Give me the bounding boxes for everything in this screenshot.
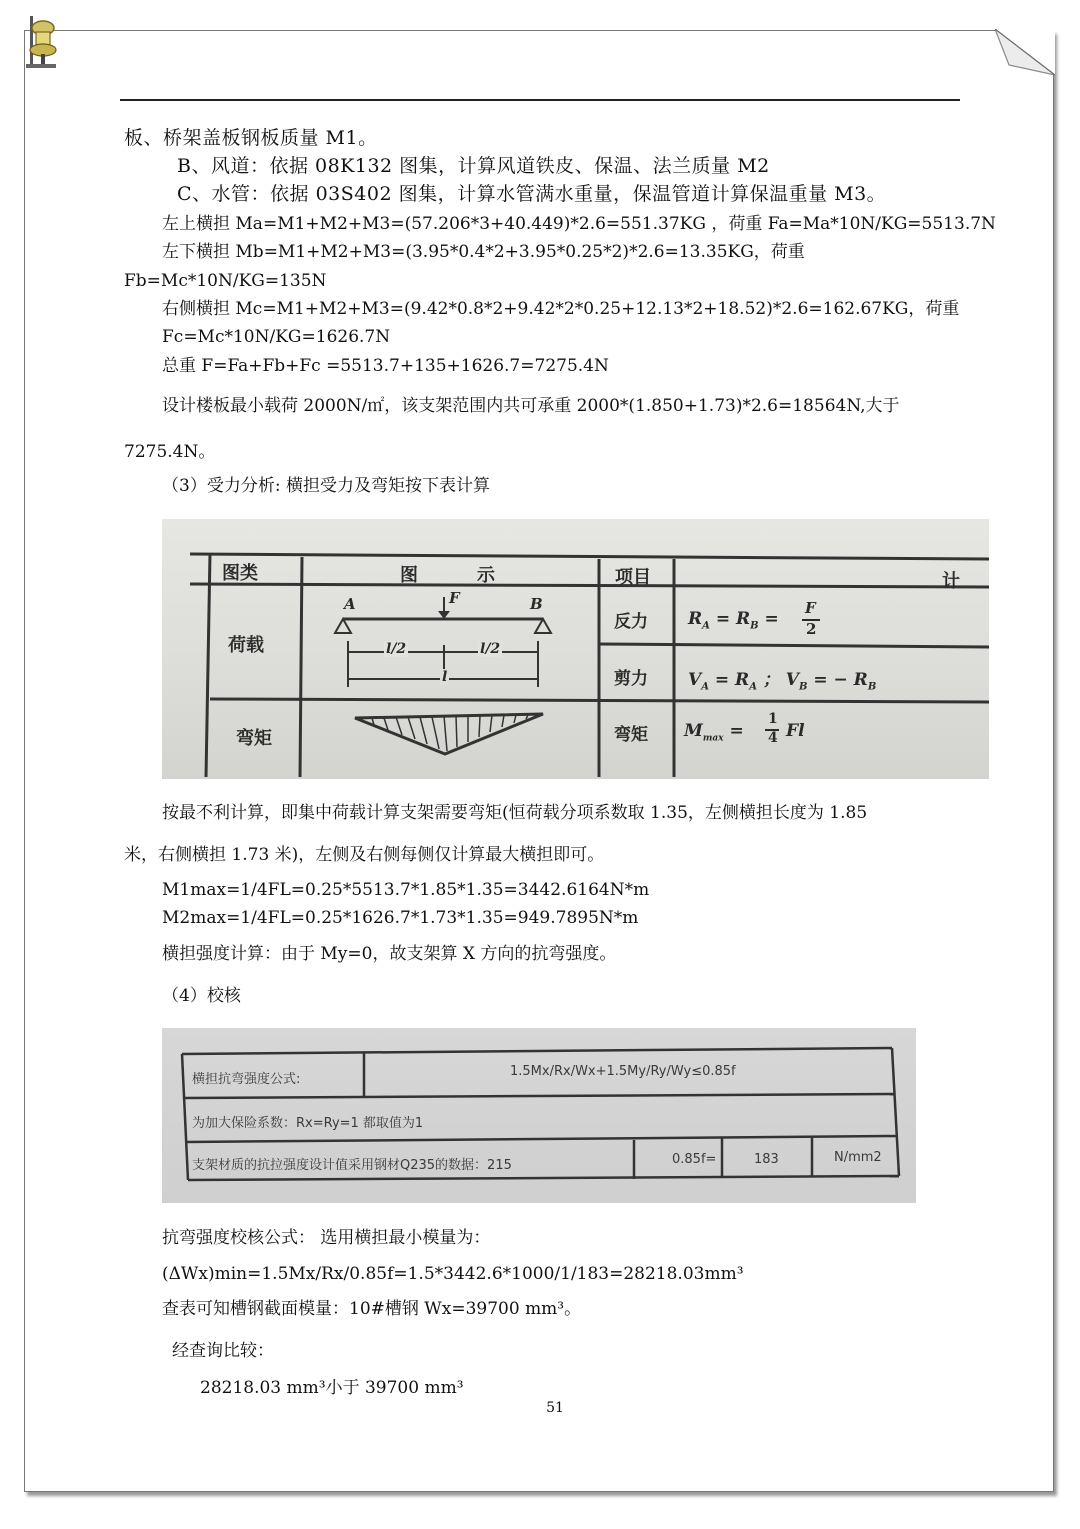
factor-unit: N/mm2 (834, 1150, 882, 1165)
shear-sub-a: A (701, 681, 709, 693)
moment-eq: = (729, 721, 744, 741)
moment-sub: max (702, 733, 724, 744)
text-line: 板、桥架盖板钢板质量 M1。 (124, 127, 378, 149)
reaction-eq: = R (715, 609, 751, 629)
reaction-r: R (688, 609, 703, 629)
header-calc: 计 (942, 571, 960, 592)
row-moment-label: 弯矩 (236, 728, 272, 749)
factor-f-value: 183 (754, 1152, 779, 1167)
moment-numerator: 1 (768, 711, 778, 727)
text-line: 按最不利计算，即集中荷载计算支架需要弯矩(恒荷载分项系数取 1.35，左侧横担长度为 1.85 (162, 803, 868, 823)
text-line: 设计楼板最小载荷 2000N/㎡，该支架范围内共可承重 2000*(1.850+1.73)*2.6=18564N,大于 (162, 396, 900, 416)
half-span-right: l/2 (480, 641, 501, 657)
header-item: 项目 (615, 567, 651, 588)
header-diagram: 图 (400, 565, 418, 586)
half-span-left: l/2 (386, 641, 407, 657)
factor-f-label: 0.85f= (672, 1152, 717, 1167)
formula-value: 1.5Mx/Rx/Wx+1.5My/Ry/Wy≤0.85f (510, 1064, 736, 1079)
check-table-photo (162, 1028, 916, 1203)
page-fold-corner (995, 29, 1055, 75)
shear-sub-a2: A (749, 681, 757, 693)
text-line: 左上横担 Ma=M1+M2+M3=(57.206*3+40.449)*2.6=551.37KG ，荷重 Fa=Ma*10N/KG=5513.7N (162, 214, 996, 234)
reaction-sub-b: B (750, 620, 759, 632)
strength-design-label: 支架材质的抗拉强度设计值采用钢材Q235的数据：215 (192, 1158, 512, 1173)
text-line: （4）校核 (162, 986, 241, 1006)
shear-v: V (688, 670, 702, 690)
text-line: 经查询比较： (172, 1341, 274, 1361)
force-table-photo (162, 519, 989, 779)
span-l: l (442, 669, 448, 685)
text-line: 总重 F=Fa+Fb+Fc =5513.7+135+1626.7=7275.4N (162, 356, 609, 376)
item-reaction: 反力 (614, 612, 648, 632)
support-a-label: A (344, 595, 356, 613)
shear-vb: ； V (762, 670, 799, 690)
reaction-sub-a: A (702, 620, 710, 632)
shear-mid: = R (714, 670, 750, 690)
text-line: 右侧横担 Mc=M1+M2+M3=(9.42*0.8*2+9.42*2*0.25+12.13*2+18.52)*2.6=162.67KG，荷重 (162, 299, 960, 319)
moment-fl: Fl (786, 721, 805, 741)
reaction-numerator: F (805, 599, 816, 617)
force-table-grid (162, 519, 989, 779)
moment-formula (684, 721, 744, 743)
row-load-label: 荷载 (228, 635, 264, 656)
moment-denominator: 4 (768, 730, 778, 746)
shear-sub-b: B (798, 681, 808, 693)
page-number: 51 (546, 1400, 564, 1416)
text-line: 抗弯强度校核公式： 选用横担最小模量为： (162, 1228, 491, 1248)
text-line: 左下横担 Mb=M1+M2+M3=(3.95*0.4*2+3.95*0.25*2)*2.6=13.35KG，荷重 (162, 242, 805, 262)
header-type: 图类 (222, 563, 258, 584)
text-line: （3）受力分析: 横担受力及弯矩按下表计算 (162, 476, 490, 496)
text-line: 7275.4N。 (124, 442, 216, 462)
header-diagram-2: 示 (477, 565, 495, 586)
item-moment: 弯矩 (614, 725, 648, 745)
text-line: 28218.03 mm³小于 39700 mm³ (200, 1378, 464, 1398)
shear-formula (688, 665, 876, 692)
text-line: M2max=1/4FL=0.25*1626.7*1.73*1.35=949.7895N*m (162, 908, 639, 928)
text-line: 米，右侧横担 1.73 米)，左侧及右侧每侧仅计算最大横担即可。 (124, 845, 605, 865)
reaction-denominator: 2 (806, 620, 817, 638)
text-line: 查表可知槽钢截面模量：10#槽钢 Wx=39700 mm³。 (162, 1299, 582, 1319)
load-f-label: F (449, 589, 460, 607)
shear-neg: = − R (813, 670, 868, 690)
moment-m: M (684, 721, 703, 741)
text-line: Fb=Mc*10N/KG=135N (124, 271, 327, 291)
shear-sub-b2: B (867, 681, 877, 693)
text-line: C、水管：依据 03S402 图集，计算水管满水重量，保温管道计算保温重量 M3。 (177, 183, 887, 205)
text-line: 横担强度计算：由于 My=0，故支架算 X 方向的抗弯强度。 (162, 944, 617, 964)
text-line: M1max=1/4FL=0.25*5513.7*1.85*1.35=3442.6164N*m (162, 880, 650, 900)
pushpin-icon (24, 14, 58, 72)
reaction-formula: $R_A = R_B$ = (688, 609, 779, 632)
header-rule (120, 99, 960, 101)
support-b-label: B (530, 595, 543, 613)
text-line: B、风道：依据 08K132 图集，计算风道铁皮、保温、法兰质量 M2 (177, 155, 770, 177)
formula-label: 横担抗弯强度公式: (192, 1072, 301, 1087)
text-line: Fc=Mc*10N/KG=1626.7N (162, 327, 391, 347)
text-line: (ΔWx)min=1.5Mx/Rx/0.85f=1.5*3442.6*1000/1/183=28218.03mm³ (162, 1264, 744, 1284)
item-shear: 剪力 (614, 669, 648, 689)
safety-factor-label: 为加大保险系数：Rx=Ry=1 都取值为1 (192, 1116, 424, 1131)
